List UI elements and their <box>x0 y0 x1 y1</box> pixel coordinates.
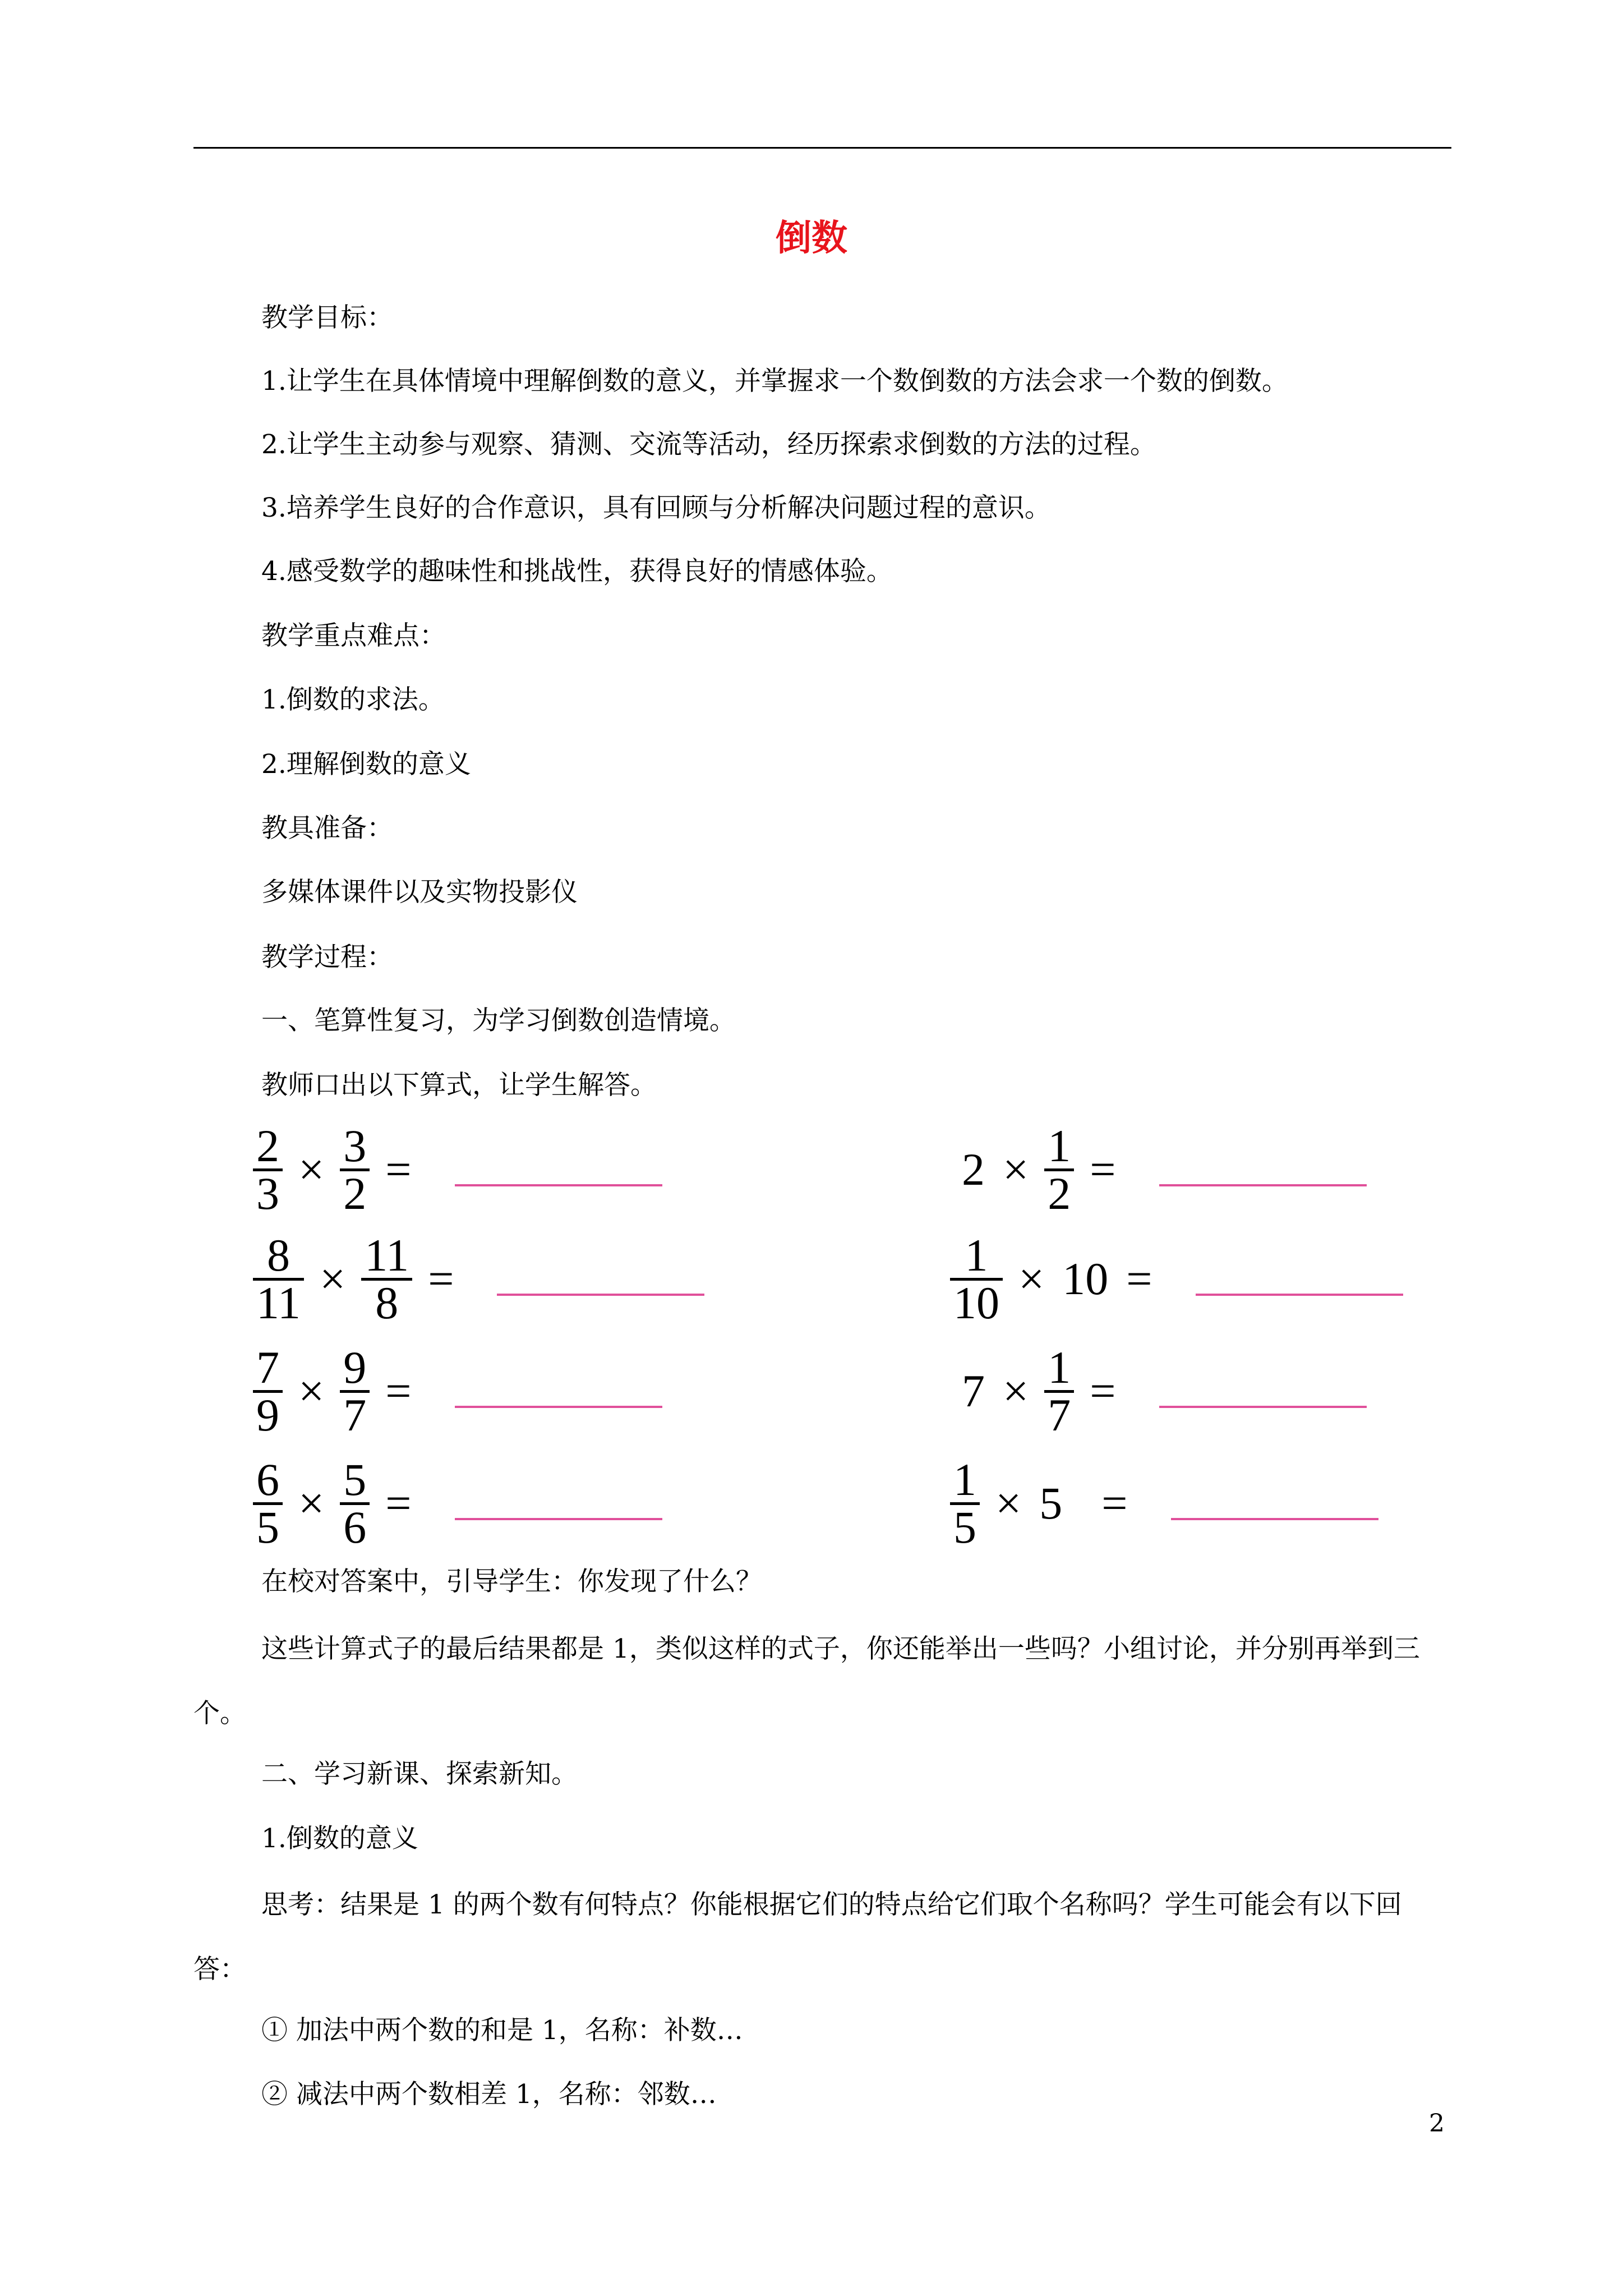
key-point-1: 1.倒数的求法。 <box>261 684 445 715</box>
fraction: 9 7 <box>340 1345 370 1438</box>
objective-2: 2.让学生主动参与观察、猜测、交流等活动，经历探索求倒数的方法的过程。 <box>261 429 1156 460</box>
section-heading-materials: 教具准备： <box>261 813 393 844</box>
fraction: 1 7 <box>1044 1345 1074 1438</box>
equation-right-2: 1 10 × 10 = <box>947 1228 1403 1329</box>
key-point-2: 2.理解倒数的意义 <box>261 749 471 780</box>
discussion-text: 这些计算式子的最后结果都是 1，类似这样的式子，你还能举出一些吗？小组讨论，并分别再举到三个。 <box>193 1634 1420 1729</box>
answer-blank <box>1159 1406 1367 1408</box>
equation-right-4: 1 5 × 5 = <box>947 1453 1378 1554</box>
fraction: 8 11 <box>253 1233 304 1326</box>
fraction: 11 8 <box>361 1233 412 1326</box>
fraction: 3 2 <box>340 1124 370 1216</box>
subsection-meaning: 1.倒数的意义 <box>261 1823 418 1854</box>
answer-blank <box>455 1518 662 1520</box>
section-heading-process: 教学过程： <box>261 942 393 973</box>
section-heading-new-lesson: 二、学习新课、探索新知。 <box>261 1759 578 1789</box>
objective-4: 4.感受数学的趣味性和挑战性，获得良好的情感体验。 <box>261 556 893 587</box>
objective-3: 3.培养学生良好的合作意识，具有回顾与分析解决问题过程的意识。 <box>261 493 1051 523</box>
answer-blank <box>1196 1294 1403 1296</box>
section-heading-objectives: 教学目标： <box>261 302 393 333</box>
answer-blank <box>1171 1518 1378 1520</box>
equation-left-1: 2 3 × 3 2 = <box>250 1119 662 1220</box>
thinking-question: 思考：结果是 1 的两个数有何特点？你能根据它们的特点给它们取个名称吗？学生可能会有以下回答： <box>193 1889 1402 1985</box>
equation-left-3: 7 9 × 9 7 = <box>250 1341 662 1442</box>
materials-text: 多媒体课件以及实物投影仪 <box>261 877 578 908</box>
answer-option-1: ① 加法中两个数的和是 1，名称：补数… <box>261 2015 743 2046</box>
equation-right-1: 2 × 1 2 = <box>956 1119 1367 1220</box>
fraction: 1 10 <box>950 1233 1003 1326</box>
section-heading-key-points: 教学重点难点： <box>261 620 446 651</box>
process-step-1-instruction: 教师口出以下算式，让学生解答。 <box>261 1070 657 1101</box>
equation-left-4: 6 5 × 5 6 = <box>250 1453 662 1554</box>
document-title: 倒数 <box>776 217 847 259</box>
discussion-prompt: 在校对答案中，引导学生：你发现了什么？ <box>261 1566 762 1597</box>
fraction: 6 5 <box>253 1457 283 1550</box>
answer-option-2: ② 减法中两个数相差 1，名称：邻数… <box>261 2079 717 2110</box>
fraction: 1 2 <box>1044 1124 1074 1216</box>
answer-blank <box>455 1184 662 1186</box>
process-step-1: 一、笔算性复习，为学习倒数创造情境。 <box>261 1005 736 1036</box>
equation-right-3: 7 × 1 7 = <box>956 1341 1367 1442</box>
answer-blank <box>497 1294 704 1296</box>
objective-1: 1.让学生在具体情境中理解倒数的意义，并掌握求一个数倒数的方法会求一个数的倒数。 <box>261 366 1288 397</box>
fraction: 1 5 <box>950 1457 980 1550</box>
equation-left-2: 8 11 × 11 8 = <box>250 1228 704 1329</box>
page-number: 2 <box>1429 2109 1445 2138</box>
answer-blank <box>455 1406 662 1408</box>
fraction: 5 6 <box>340 1457 370 1550</box>
fraction: 7 9 <box>253 1345 283 1438</box>
answer-blank <box>1159 1184 1367 1186</box>
fraction: 2 3 <box>253 1124 283 1216</box>
header-rule <box>193 147 1451 149</box>
